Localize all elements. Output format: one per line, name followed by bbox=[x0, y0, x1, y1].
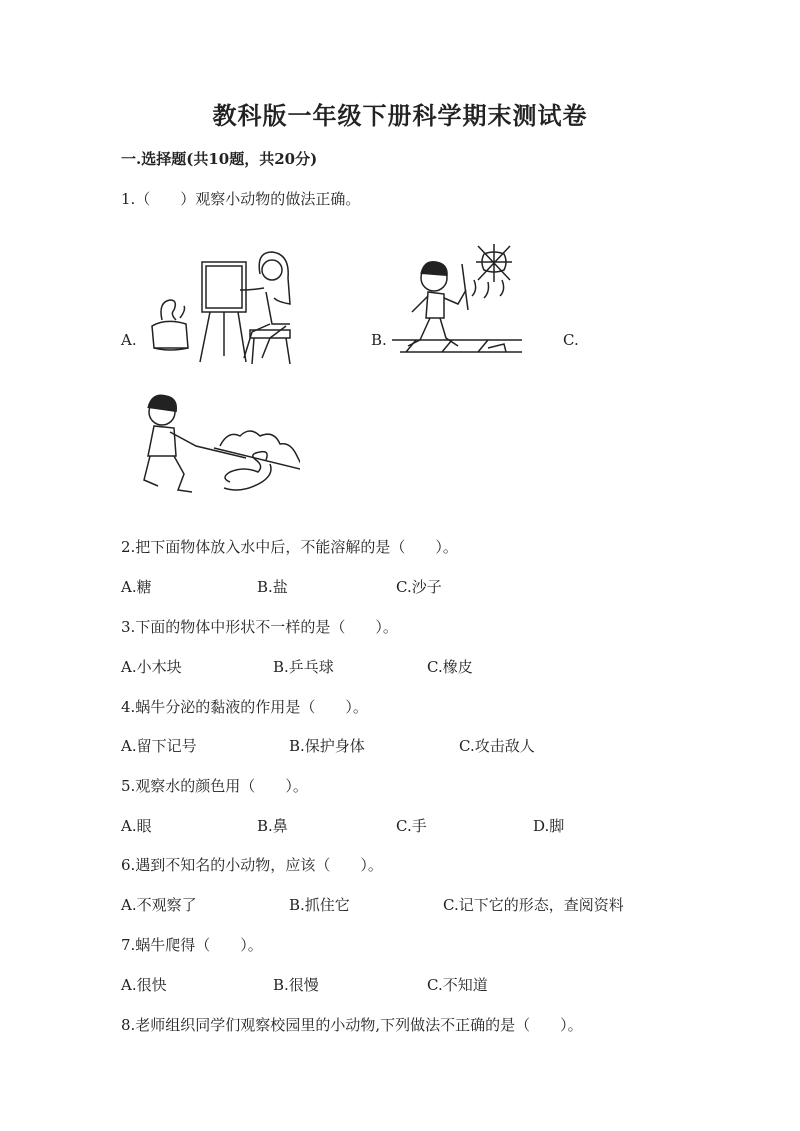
question-6: 6.遇到不知名的小动物，应该（ ）。 bbox=[121, 856, 383, 874]
page-title: 教科版一年级下册科学期末测试卷 bbox=[212, 101, 588, 130]
illustration-boy-with-stick-spiderweb bbox=[392, 240, 522, 362]
q2-option-c: C.沙子 bbox=[396, 578, 442, 596]
q2-option-b: B.盐 bbox=[257, 578, 288, 596]
q5-option-d: D.脚 bbox=[533, 817, 565, 835]
q2-option-a: A.糖 bbox=[121, 578, 152, 596]
question-8: 8.老师组织同学们观察校园里的小动物,下列做法不正确的是（ ）。 bbox=[121, 1016, 583, 1034]
q1-option-c: C. bbox=[563, 331, 579, 349]
q7-option-a: A.很快 bbox=[121, 976, 167, 994]
q5-option-a: A.眼 bbox=[121, 817, 152, 835]
q3-option-c: C.橡皮 bbox=[427, 658, 473, 676]
question-1: 1.（ ）观察小动物的做法正确。 bbox=[121, 190, 361, 208]
q4-option-b: B.保护身体 bbox=[289, 737, 365, 755]
question-5: 5.观察水的颜色用（ ）。 bbox=[121, 777, 308, 795]
question-7: 7.蜗牛爬得（ ）。 bbox=[121, 936, 263, 954]
q1-option-a: A. bbox=[121, 331, 137, 349]
q5-option-b: B.鼻 bbox=[257, 817, 288, 835]
q3-option-b: B.乒乓球 bbox=[273, 658, 334, 676]
q5-option-c: C.手 bbox=[396, 817, 427, 835]
q4-option-c: C.攻击敌人 bbox=[459, 737, 535, 755]
question-4: 4.蜗牛分泌的黏液的作用是（ ）。 bbox=[121, 698, 368, 716]
q6-option-b: B.抓住它 bbox=[289, 896, 350, 914]
q3-option-a: A.小木块 bbox=[121, 658, 182, 676]
illustration-boy-poking-snake bbox=[124, 390, 300, 502]
q7-option-b: B.很慢 bbox=[273, 976, 319, 994]
q7-option-c: C.不知道 bbox=[427, 976, 488, 994]
q6-option-a: A.不观察了 bbox=[121, 896, 197, 914]
question-2: 2.把下面物体放入水中后，不能溶解的是（ ）。 bbox=[121, 538, 458, 556]
question-3: 3.下面的物体中形状不一样的是（ ）。 bbox=[121, 618, 398, 636]
illustration-girl-drawing-squirrel bbox=[140, 248, 300, 366]
section-heading: 一.选择题(共10题，共20分) bbox=[121, 150, 318, 168]
q6-option-c: C.记下它的形态，查阅资料 bbox=[443, 896, 624, 914]
q4-option-a: A.留下记号 bbox=[121, 737, 197, 755]
q1-option-b: B. bbox=[371, 331, 387, 349]
